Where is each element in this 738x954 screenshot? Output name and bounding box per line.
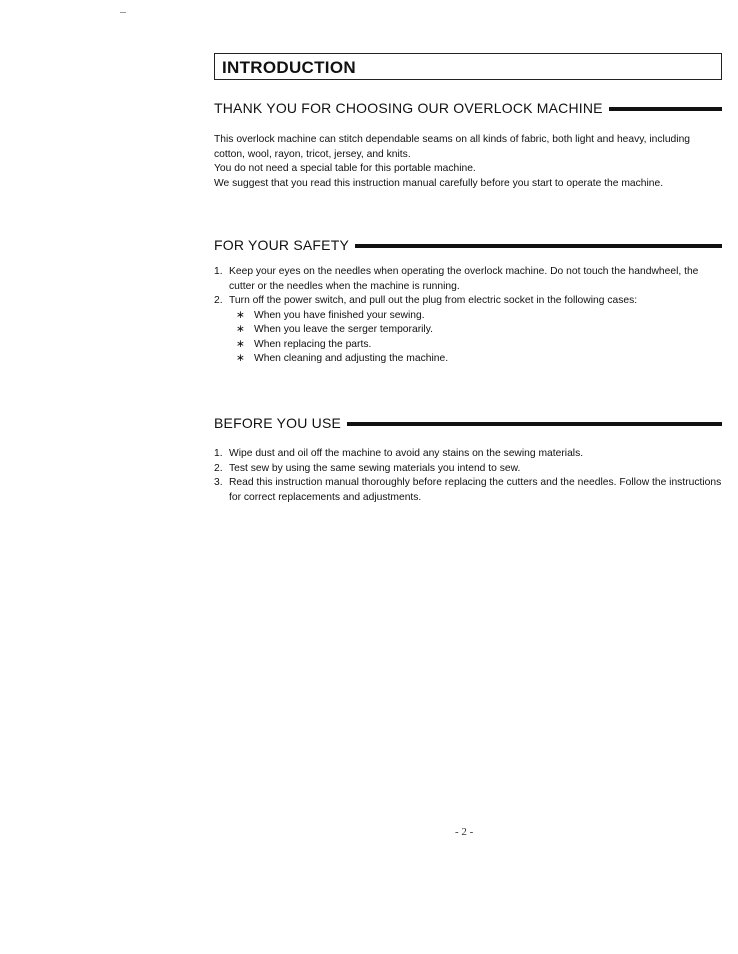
intro-paragraphs bbox=[214, 133, 722, 191]
scan-mark bbox=[120, 12, 126, 13]
heading-rule bbox=[347, 422, 722, 426]
heading-rule bbox=[355, 244, 722, 248]
list-number: 2. bbox=[214, 462, 223, 474]
section-heading-label: THANK YOU FOR CHOOSING OUR OVERLOCK MACHINE bbox=[214, 100, 603, 116]
section-heading-thank-you bbox=[214, 99, 722, 117]
before-use-list bbox=[214, 447, 722, 505]
section-heading-label: FOR YOUR SAFETY bbox=[214, 237, 349, 253]
sub-list-text: When cleaning and adjusting the machine. bbox=[254, 353, 449, 364]
list-item bbox=[214, 476, 722, 505]
asterisk-bullet: ∗ bbox=[236, 338, 245, 350]
list-number: 1. bbox=[214, 448, 223, 459]
heading-rule bbox=[609, 107, 722, 111]
page-title: INTRODUCTION bbox=[222, 58, 356, 77]
list-text: Test sew by using the same sewing materials you intend to sew. bbox=[229, 462, 521, 474]
section-heading-label: BEFORE YOU USE bbox=[214, 415, 342, 431]
sub-list-text: When replacing the parts. bbox=[254, 338, 372, 350]
list-item bbox=[214, 294, 722, 309]
sub-list-item bbox=[214, 338, 722, 353]
list-text: Turn off the power switch, and pull out the plug from electric socket in the following cases: bbox=[229, 295, 638, 306]
list-text: Keep your eyes on the needles when operating the overlock machine. Do not touch the handwheel, the cutter or the needles when the machine is running. bbox=[229, 266, 699, 292]
paragraph: This overlock machine can stitch dependable seams on all kinds of fabric, both light and heavy, including cotton, wool, rayon, tricot, jersey, and knits. bbox=[214, 134, 691, 160]
paragraph: We suggest that you read this instruction manual carefully before you start to operate the machine. bbox=[214, 177, 664, 189]
asterisk-bullet: ∗ bbox=[236, 324, 245, 335]
list-number: 3. bbox=[214, 477, 223, 488]
section-heading-before-use bbox=[214, 414, 722, 432]
list-item bbox=[214, 265, 722, 294]
asterisk-bullet: ∗ bbox=[236, 353, 245, 364]
sub-list-text: When you leave the serger temporarily. bbox=[254, 324, 433, 335]
asterisk-bullet: ∗ bbox=[236, 309, 245, 321]
sub-list-item bbox=[214, 323, 722, 338]
safety-list bbox=[214, 265, 722, 367]
list-text: Wipe dust and oil off the machine to avoid any stains on the sewing materials. bbox=[229, 448, 584, 459]
list-item bbox=[214, 447, 722, 462]
sub-list-item bbox=[214, 352, 722, 367]
list-item bbox=[214, 462, 722, 477]
sub-list-text: When you have finished your sewing. bbox=[254, 309, 425, 321]
list-number: 1. bbox=[214, 266, 223, 277]
list-number: 2. bbox=[214, 295, 223, 306]
section-heading-safety bbox=[214, 236, 722, 254]
page-number: - 2 - bbox=[455, 826, 474, 838]
paragraph: You do not need a special table for this portable machine. bbox=[214, 163, 476, 174]
title-box bbox=[214, 53, 722, 80]
list-text: Read this instruction manual thoroughly before replacing the cutters and the needles. Follow the instructions for correct replacements and adjustments. bbox=[229, 477, 722, 503]
sub-list-item bbox=[214, 309, 722, 324]
